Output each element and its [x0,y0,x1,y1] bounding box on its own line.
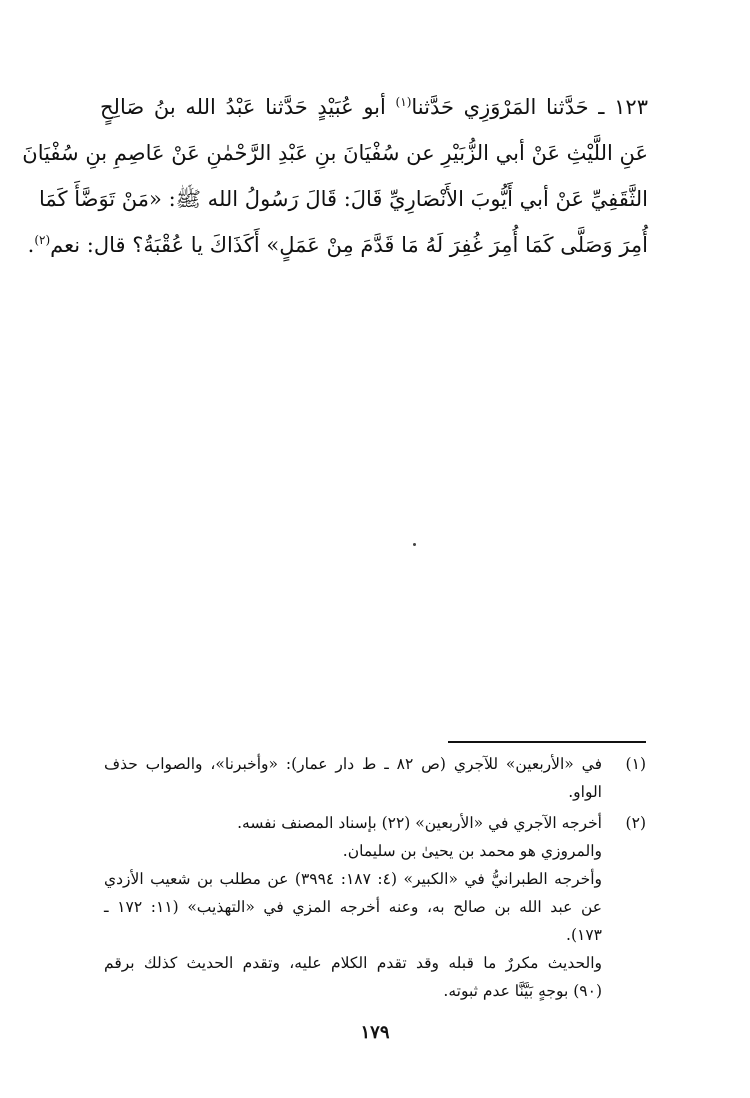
footnote-line: وأخرجه الطبرانيُّ في «الكبير» (٤: ١٨٧: ٣٩٩٤) عن مطلب بن شعيب الأزدي [104,870,602,888]
footnotes [104,750,646,1008]
footnote-ref-2[interactable]: (٢) [34,233,51,247]
footnote-line: أخرجه الآجري في «الأربعين» (٢٢) بإسناد المصنف نفسه. [237,814,602,832]
stray-dot [413,543,416,546]
hadith-line [27,222,648,268]
hadith-line-end: أبو عُبَيْدٍ حَدَّثنا عَبْدُ الله بنُ صَالِحٍ [100,95,396,119]
footnote-1 [104,750,646,806]
hadith-line: عَنِ اللَّيْثِ عَنْ أبي الزُّبَيْرِ عن سُفْيَانَ بنِ عَبْدِ الرَّحْمٰنِ عَنْ عَاصِمِ بنِ سُفْيَانَ [22,141,648,165]
footnote-ref-1[interactable]: (١) [395,95,412,109]
footnote-line: ١٧٣). [566,926,602,944]
hadith-line: الثَّقَفِيِّ عَنْ أبي أَيُّوبَ الأَنْصَارِيِّ قَالَ: قَالَ رَسُولُ الله ﷺ: «مَنْ تَوَضَّأَ كَمَا [39,187,648,211]
hadith-text [22,84,648,268]
footnote-divider [448,741,646,743]
hadith-line-end: . [27,233,35,257]
footnote-line: عن عبد الله بن صالح به، وعنه أخرجه المزي في «التهذيب» (١١: ١٧٢ ـ [104,898,603,916]
hadith-line-start: ١٢٣ ـ حَدَّثنا المَرْوَزِي حَدَّثنا [411,95,648,119]
footnote-line: والمروزي هو محمد بن يحيىٰ بن سليمان. [342,842,602,860]
footnote-line: والحديث مكررٌ ما قبله وقد تقدم الكلام عليه، وتقدم الحديث كذلك برقم [104,954,602,972]
footnote-line: في «الأربعين» للآجري (ص ٨٢ ـ ط دار عمار): «وأخبرنا»، والصواب حذف [104,755,602,773]
hadith-line-start: أُمِرَ وَصَلَّى كَمَا أُمِرَ غُفِرَ لَهُ مَا قَدَّمَ مِنْ عَمَلٍ» أَكَذَاكَ يا عُقْبَةُ؟ قال: نعم [50,233,648,257]
page-number: ١٧٩ [360,1022,390,1043]
footnote-2 [104,809,646,1005]
footnote-number: (١) [625,755,646,773]
footnote-line: الواو. [568,783,602,801]
footnote-number: (٢) [625,814,646,832]
hadith-line [100,84,648,130]
footnote-line: (٩٠) بوجهٍ بَيَّنَّا عدم ثبوته. [443,982,602,1000]
